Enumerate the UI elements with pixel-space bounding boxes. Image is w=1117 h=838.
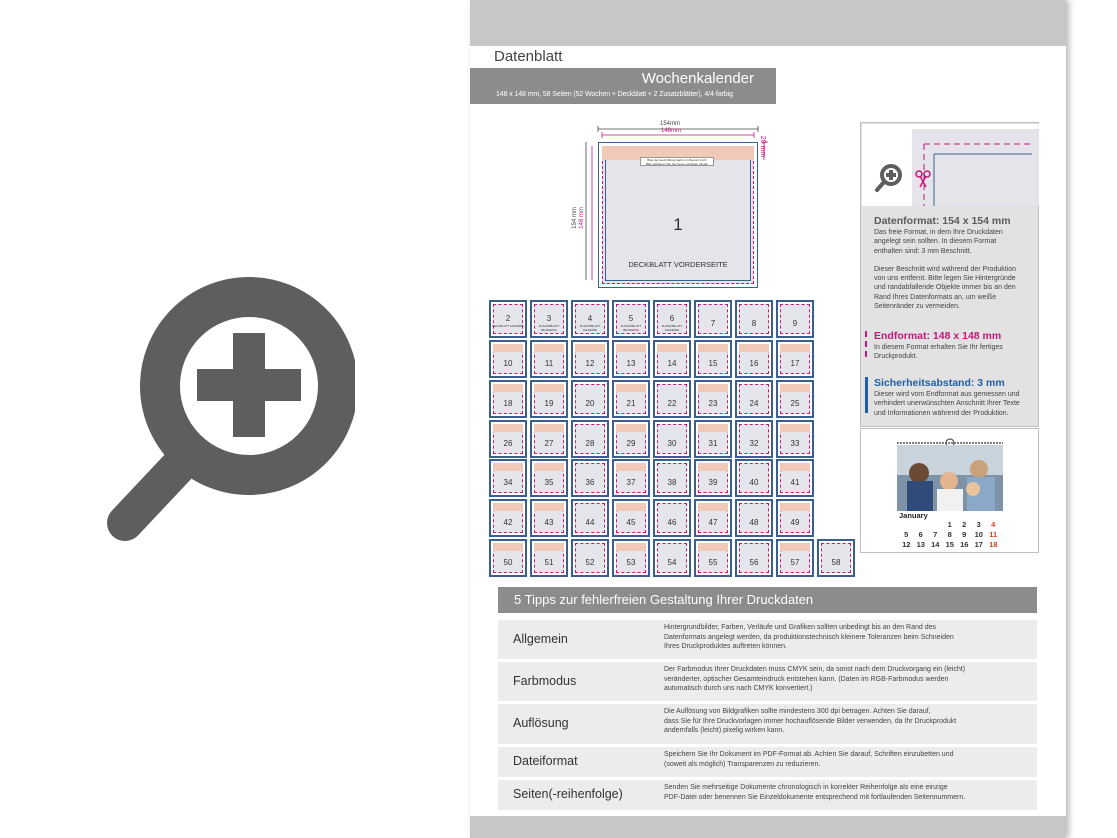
page-thumb <box>653 300 691 338</box>
page-number: 11 <box>544 359 554 368</box>
calendar-day: 3 <box>976 520 981 529</box>
page-number: 53 <box>626 558 636 567</box>
page-number: 52 <box>585 558 595 567</box>
page-thumb <box>571 459 609 497</box>
tip-label: Allgemein <box>513 631 568 646</box>
page-thumb <box>653 539 691 577</box>
tip-text-line: dass Sie für Ihre Druckvorlagen immer hochauflösende Bilder verwenden, da Ihr Druckprodukt <box>664 717 957 725</box>
page-thumb <box>694 340 732 378</box>
tip-label: Farbmodus <box>513 673 577 688</box>
page-thumb-header <box>616 463 646 471</box>
page-thumb-header <box>493 503 523 511</box>
page-thumb-header <box>616 503 646 511</box>
calendar-day: 10 <box>974 530 983 539</box>
page-thumb-header <box>493 384 523 392</box>
calendar-day: 4 <box>991 520 996 529</box>
info-line: enthalten sind: 3 mm Beschnitt. <box>874 247 972 255</box>
page-thumb-header <box>575 344 605 352</box>
info-line: Das freie Format, in dem Ihre Druckdaten <box>874 229 1003 236</box>
tip-text-line: Die Auflösung von Bildgrafiken sollte mindestens 300 dpi betragen. Achten Sie darauf, <box>664 708 931 715</box>
page-thumb <box>612 459 650 497</box>
page-thumb-header <box>698 503 728 511</box>
endformat-title: Endformat: 148 x 148 mm <box>874 330 1002 342</box>
page-number: 33 <box>790 439 800 448</box>
calendar-week-row <box>899 520 1001 530</box>
page-number: 31 <box>708 439 718 448</box>
page-thumb-header <box>780 463 810 471</box>
page-thumb <box>694 539 732 577</box>
page-number: 44 <box>585 518 595 527</box>
page-thumb-header <box>534 503 564 511</box>
datenformat-body <box>874 228 1016 311</box>
page-thumb-header <box>780 424 810 432</box>
cover-page-number: 1 <box>673 215 683 234</box>
page-number: 14 <box>667 359 677 368</box>
calendar-preview <box>860 428 1039 553</box>
calendar-days <box>899 520 1001 550</box>
page-thumb-header <box>534 463 564 471</box>
page-number: 8 <box>751 319 757 328</box>
page-thumb <box>653 420 691 458</box>
page-number: 9 <box>792 319 798 328</box>
doc-title: Wochenkalender <box>641 70 754 87</box>
page-number: 24 <box>749 399 759 408</box>
page-thumb-header <box>780 384 810 392</box>
page-sublabel: ZUSATZBLATT BILDSEITE <box>620 324 642 332</box>
page-number: 38 <box>667 478 677 487</box>
calendar-day: 5 <box>904 530 909 539</box>
tip-row <box>498 704 1037 744</box>
cover-diagram <box>598 140 778 300</box>
page-thumb <box>776 300 814 338</box>
calendar-week-row <box>899 540 1001 550</box>
tip-text-line: (soweit als möglich) Transparenzen zu reduzieren. <box>664 760 821 768</box>
info-line: Druckprodukt. <box>874 353 918 361</box>
page-thumb <box>530 420 568 458</box>
page-grid <box>489 300 859 580</box>
calendar-day: 8 <box>947 530 952 539</box>
title-bar <box>470 68 776 104</box>
page-thumb <box>694 380 732 418</box>
page-number: 29 <box>626 439 636 448</box>
page-number: 51 <box>544 558 554 567</box>
tip-text <box>664 665 1034 694</box>
page-thumb <box>653 340 691 378</box>
page-number: 34 <box>503 478 513 487</box>
page-thumb <box>776 380 814 418</box>
page-thumb <box>612 380 650 418</box>
tip-label: Dateiformat <box>513 754 578 768</box>
page-thumb <box>735 499 773 537</box>
tip-text-line: Senden Sie mehrseitige Dokumente chronologisch in korrekter Reihenfolge als eine einzige <box>664 784 948 791</box>
small-zoom-icon[interactable] <box>874 162 904 194</box>
page-number: 30 <box>667 439 677 448</box>
page-thumb <box>776 420 814 458</box>
page-thumb <box>694 420 732 458</box>
dim-inner-width: 148mm <box>661 128 682 134</box>
info-line: von uns entfernt. Bitte legen Sie Hintergründe <box>874 275 1016 283</box>
calendar-day: 17 <box>974 540 983 549</box>
tip-row <box>498 620 1037 659</box>
sicherheit-title: Sicherheitsabstand: 3 mm <box>874 377 1005 389</box>
page-number: 7 <box>710 319 716 328</box>
sicherheit-marker <box>865 377 868 413</box>
dim-inner-height: 148 mm <box>578 207 585 229</box>
endformat-marker <box>865 331 868 357</box>
page-thumb-header <box>698 424 728 432</box>
page-number: 43 <box>544 518 554 527</box>
page-sublabel: DECKBLATT MAXIMPE <box>491 324 525 328</box>
tip-text-line: Datenformats angelegt werden, da produktionstechnisch kleinere Toleranzen beim Schneiden <box>664 633 954 641</box>
tip-row <box>498 747 1037 777</box>
page-thumb <box>489 459 527 497</box>
page-thumb <box>571 420 609 458</box>
page-number: 46 <box>667 518 677 527</box>
cover-banner-note: Bitte die beschriftung darfen im Bereich nicht Bitte platzieren Sie hier keine wichtigen Inhalte <box>640 157 714 166</box>
page-thumb <box>489 340 527 378</box>
tip-text <box>664 750 1034 769</box>
dim-outer-height: 154 mm <box>571 207 578 229</box>
page-thumb <box>571 539 609 577</box>
page-thumb-header <box>493 424 523 432</box>
info-line: Dieser wird vom Endformat aus gemessen und <box>874 391 1020 398</box>
tip-text <box>664 783 1034 802</box>
page-thumb <box>735 380 773 418</box>
dim-top-margin: 20 mm <box>759 135 767 158</box>
page-thumb <box>776 340 814 378</box>
calendar-day: 15 <box>945 540 954 549</box>
page-thumb <box>489 539 527 577</box>
tip-label: Seiten(-reihenfolge) <box>513 787 623 801</box>
page-number: 58 <box>831 558 841 567</box>
tip-text-line: automatisch durch uns nach CMYK konvertiert.) <box>664 685 813 692</box>
dim-outer-width: 154mm <box>660 121 681 127</box>
page-number: 39 <box>708 478 718 487</box>
tip-text-line: Speichern Sie Ihr Dokument im PDF-Format ab. Achten Sie darauf, Schriften einzubetten und <box>664 751 954 758</box>
tip-row <box>498 780 1037 810</box>
calendar-day: 18 <box>989 540 998 549</box>
page-thumb-header <box>780 503 810 511</box>
page-thumb <box>653 380 691 418</box>
page-thumb <box>694 459 732 497</box>
info-line: und randabfallende Objekte immer bis an den <box>874 284 1016 292</box>
page-thumb <box>612 499 650 537</box>
tip-row <box>498 662 1037 701</box>
sicherheit-body <box>874 390 1020 418</box>
endformat-body <box>874 343 1003 362</box>
page-thumb <box>571 499 609 537</box>
page-thumb-header <box>493 463 523 471</box>
page-thumb <box>489 300 527 338</box>
calendar-day: 14 <box>931 540 940 549</box>
page-number: 26 <box>503 439 513 448</box>
page-thumb <box>776 459 814 497</box>
page-thumb <box>735 340 773 378</box>
tip-text-line: andernfalls (leicht) pixelig wirken kann. <box>664 727 785 734</box>
info-line: angelegt sein sollten. In diesem Format <box>874 238 997 246</box>
page-thumb-header <box>534 424 564 432</box>
page-thumb <box>571 340 609 378</box>
page-thumb <box>530 300 568 338</box>
page-thumb <box>489 380 527 418</box>
calendar-day: 7 <box>933 530 938 539</box>
page-number: 40 <box>749 478 759 487</box>
calendar-day: 1 <box>947 520 952 529</box>
info-line: Rand Ihres Datenformats an, um weiße <box>874 293 997 301</box>
page-number: 18 <box>503 399 513 408</box>
page-number: 50 <box>503 558 513 567</box>
calendar-day <box>928 520 943 530</box>
page-thumb-header <box>698 344 728 352</box>
info-line: verhindert unerwünschten Anschnitt Ihrer Texte <box>874 400 1020 408</box>
page-number: 47 <box>708 518 718 527</box>
info-line: und Informationen während der Produktion. <box>874 409 1009 417</box>
page-thumb-header <box>534 543 564 551</box>
page-thumb <box>776 499 814 537</box>
tip-text <box>664 707 1034 736</box>
page-number: 28 <box>585 439 595 448</box>
page-number: 27 <box>544 439 554 448</box>
calendar-day <box>899 520 914 530</box>
calendar-day: 12 <box>902 540 911 549</box>
page-thumb <box>735 300 773 338</box>
page-number: 32 <box>749 439 759 448</box>
calendar-day: 13 <box>916 540 925 549</box>
page-thumb <box>612 420 650 458</box>
page-thumb-header <box>616 543 646 551</box>
page-thumb <box>653 499 691 537</box>
page-thumb-header <box>657 344 687 352</box>
page-thumb <box>612 340 650 378</box>
cover-label: DECKBLATT VORDERSEITE <box>628 260 728 269</box>
page-number: 55 <box>708 558 718 567</box>
page-thumb-header <box>493 543 523 551</box>
doc-subtitle: 148 x 148 mm, 58 Seiten (52 Wochen + Deckblatt + 2 Zusatzblätter), 4/4-farbig <box>496 91 733 98</box>
calendar-day: 6 <box>918 530 923 539</box>
page-thumb-header <box>698 463 728 471</box>
page-number: 42 <box>503 518 513 527</box>
page-thumb-header <box>780 543 810 551</box>
calendar-day: 16 <box>960 540 969 549</box>
page-thumb <box>735 459 773 497</box>
page-number: 54 <box>667 558 677 567</box>
page-number: 25 <box>790 399 800 408</box>
page-thumb <box>694 499 732 537</box>
page-thumb <box>571 380 609 418</box>
calendar-month: January <box>899 511 928 520</box>
tip-label: Auflösung <box>513 716 569 730</box>
tip-text-line: Hintergrundbilder, Farben, Verläufe und Grafiken sollten unbedingt bis an den Rand des <box>664 624 937 631</box>
page-number: 5 <box>628 314 634 323</box>
page-thumb <box>653 459 691 497</box>
tip-text-line: Der Farbmodus Ihrer Druckdaten muss CMYK sein, da sonst nach dem Druckvorgang ein (leicht) <box>664 666 966 673</box>
page-thumb-header <box>780 344 810 352</box>
calendar-week-row <box>899 530 1001 540</box>
page-thumb <box>735 539 773 577</box>
page-number: 49 <box>790 518 800 527</box>
page-thumb <box>817 539 855 577</box>
info-line <box>874 256 1016 265</box>
tip-text-line: veränderter, optischer Gesamteindruck entstehen kann. (Daten im RGB-Farbmodus werden <box>664 675 949 683</box>
calendar-day: 9 <box>962 530 967 539</box>
page-thumb-header <box>493 344 523 352</box>
bleed-illustration <box>862 124 1039 206</box>
page-thumb <box>530 459 568 497</box>
page-thumb <box>530 380 568 418</box>
info-line: Seitenränder zu vermeiden. <box>874 303 960 311</box>
datenformat-title: Datenformat: 154 x 154 mm <box>874 215 1011 227</box>
tip-text-line: PDF-Datei oder benennen Sie Einzeldokumente entsprechend mit fortlaufenden Seitennummern. <box>664 793 966 801</box>
page-thumb <box>694 300 732 338</box>
format-info-panel <box>860 122 1039 427</box>
tip-text <box>664 623 1034 652</box>
page-thumb <box>612 539 650 577</box>
tips-heading: 5 Tipps zur fehlerfreien Gestaltung Ihrer Druckdaten <box>498 587 1037 613</box>
scissors-icon <box>915 170 931 188</box>
datasheet-page <box>470 0 1066 838</box>
page-number: 35 <box>544 478 554 487</box>
page-number: 12 <box>585 359 595 368</box>
header-band <box>470 0 1066 46</box>
page-number: 15 <box>708 359 718 368</box>
page-number: 37 <box>626 478 636 487</box>
page-number: 16 <box>749 359 759 368</box>
page-sublabel: ZUSATZBLATT MAXIMPE <box>579 324 601 332</box>
page-thumb <box>489 499 527 537</box>
page-number: 3 <box>546 314 552 323</box>
page-thumb <box>612 300 650 338</box>
calendar-day: 2 <box>962 520 967 529</box>
calendar-day <box>914 520 929 530</box>
page-number: 4 <box>587 314 593 323</box>
page-number: 10 <box>503 359 513 368</box>
page-number: 21 <box>626 399 636 408</box>
page-thumb-header <box>616 344 646 352</box>
page-number: 48 <box>749 518 759 527</box>
zoom-in-icon[interactable] <box>105 265 355 545</box>
page-thumb-header <box>739 344 769 352</box>
page-thumb <box>735 420 773 458</box>
page-thumb <box>489 420 527 458</box>
page-thumb <box>530 499 568 537</box>
datasheet-tab: Datenblatt <box>470 46 590 68</box>
page-thumb-header <box>534 344 564 352</box>
page-thumb <box>571 300 609 338</box>
page-number: 6 <box>669 314 675 323</box>
page-number: 2 <box>505 314 511 323</box>
info-line: In diesem Format erhalten Sie Ihr fertiges <box>874 344 1003 351</box>
page-thumb <box>530 340 568 378</box>
page-thumb-header <box>698 543 728 551</box>
page-number: 45 <box>626 518 636 527</box>
page-thumb <box>776 539 814 577</box>
page-number: 23 <box>708 399 718 408</box>
page-number: 57 <box>790 558 800 567</box>
page-number: 13 <box>626 359 636 368</box>
page-thumb-header <box>534 384 564 392</box>
page-number: 20 <box>585 399 595 408</box>
page-number: 17 <box>790 359 800 368</box>
page-thumb <box>530 539 568 577</box>
page-number: 19 <box>544 399 554 408</box>
page-sublabel: ZUSATZBLATT BILDSEITE <box>538 324 560 332</box>
page-number: 36 <box>585 478 595 487</box>
page-thumb-header <box>616 424 646 432</box>
page-thumb-header <box>616 384 646 392</box>
page-thumb-header <box>698 384 728 392</box>
calendar-day: 11 <box>989 530 998 539</box>
footer-band <box>470 816 1066 838</box>
page-number: 56 <box>749 558 759 567</box>
page-sublabel: ZUSATZBLATT MAXIMPE <box>661 324 683 332</box>
page-number: 41 <box>790 478 800 487</box>
tip-text-line: Ihres Druckproduktes auftreten können. <box>664 643 787 650</box>
page-number: 22 <box>667 399 677 408</box>
info-line: Dieser Beschnitt wird während der Produktion <box>874 265 1017 273</box>
